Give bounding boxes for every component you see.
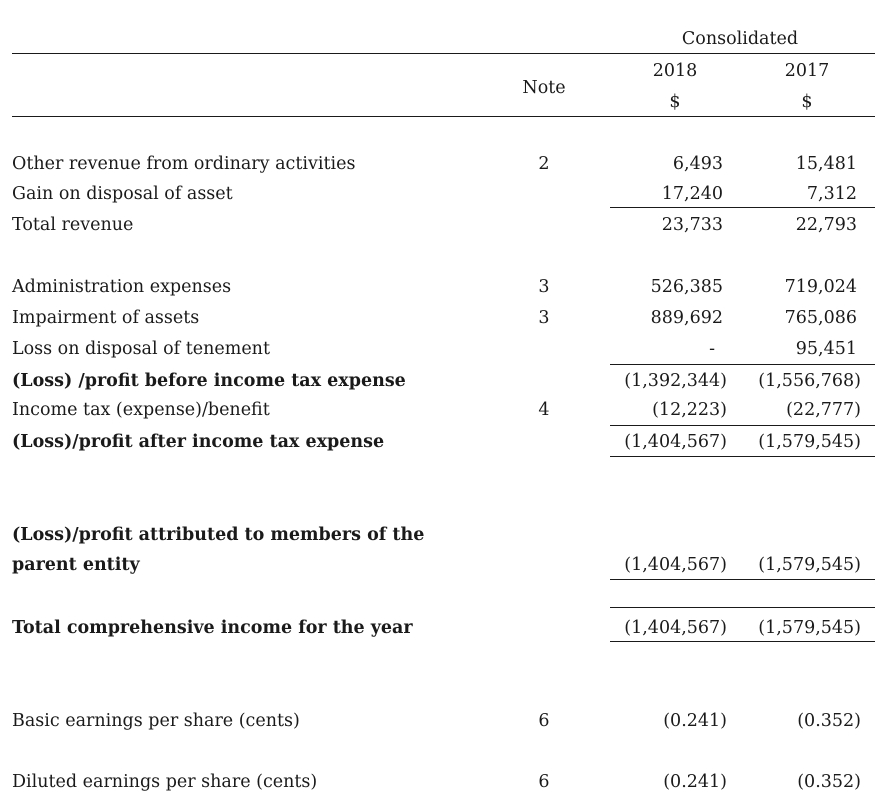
row-value-2017: 15,481 [795, 154, 857, 174]
row-note: 3 [538, 308, 550, 328]
total-rule [610, 641, 875, 642]
row-label-line-2: parent entity [12, 555, 140, 575]
header-bottom-rule [12, 116, 875, 117]
row-value-2018: 23,733 [661, 215, 723, 235]
row-value-2018: (12,223) [652, 400, 727, 420]
row-label: (Loss)/profit after income tax expense [12, 432, 385, 452]
row-value-2018: 526,385 [650, 277, 723, 297]
row-value-2017: 719,024 [784, 277, 857, 297]
row-value-2018: (0.241) [663, 772, 727, 792]
row-note: 3 [538, 277, 550, 297]
row-label: Administration expenses [12, 277, 232, 297]
row-note: 4 [538, 400, 550, 420]
header-top-rule [12, 53, 875, 54]
row-label: Other revenue from ordinary activities [12, 154, 356, 174]
total-rule [610, 456, 875, 457]
row-value-2017: (1,579,545) [758, 555, 861, 575]
row-value-2018: 889,692 [650, 308, 723, 328]
row-label: Total comprehensive income for the year [12, 618, 413, 638]
subtotal-rule [610, 364, 875, 365]
row-value-2017: (1,556,768) [758, 371, 861, 391]
row-label: Diluted earnings per share (cents) [12, 772, 318, 792]
row-note: 2 [538, 154, 550, 174]
row-label: Impairment of assets [12, 308, 200, 328]
row-value-2017: 765,086 [784, 308, 857, 328]
subtotal-rule [610, 207, 875, 208]
total-rule [610, 579, 875, 580]
row-value-2017: (1,579,545) [758, 618, 861, 638]
row-value-2018: (1,404,567) [624, 432, 727, 452]
row-note: 6 [538, 711, 550, 731]
row-note: 6 [538, 772, 550, 792]
year-2017-header: 2017 [784, 61, 830, 81]
row-label: Loss on disposal of tenement [12, 339, 270, 359]
row-value-2017: (0.352) [797, 711, 861, 731]
row-value-2017: (1,579,545) [758, 432, 861, 452]
row-value-2017: 22,793 [795, 215, 857, 235]
year-2018-header: 2018 [652, 61, 698, 81]
row-value-2018: - [709, 339, 715, 359]
row-value-2017: 95,451 [795, 339, 857, 359]
column-group-header: Consolidated [681, 29, 799, 49]
row-value-2017: (0.352) [797, 772, 861, 792]
row-value-2018: (1,404,567) [624, 618, 727, 638]
row-label: Basic earnings per share (cents) [12, 711, 300, 731]
row-value-2018: (0.241) [663, 711, 727, 731]
currency-2018-header: $ [669, 92, 681, 112]
row-label: (Loss) /profit before income tax expense [12, 371, 406, 391]
subtotal-rule [610, 425, 875, 426]
note-column-header: Note [522, 78, 566, 98]
row-value-2018: 6,493 [672, 154, 723, 174]
row-label: Gain on disposal of asset [12, 184, 233, 204]
row-label: Income tax (expense)/benefit [12, 400, 270, 420]
row-value-2017: (22,777) [786, 400, 861, 420]
row-value-2018: (1,392,344) [624, 371, 727, 391]
row-label-line-1: (Loss)/profit attributed to members of the [12, 525, 425, 545]
row-value-2017: 7,312 [806, 184, 857, 204]
currency-2017-header: $ [801, 92, 813, 112]
row-label: Total revenue [12, 215, 134, 235]
row-value-2018: 17,240 [661, 184, 723, 204]
total-rule [610, 607, 875, 608]
row-value-2018: (1,404,567) [624, 555, 727, 575]
